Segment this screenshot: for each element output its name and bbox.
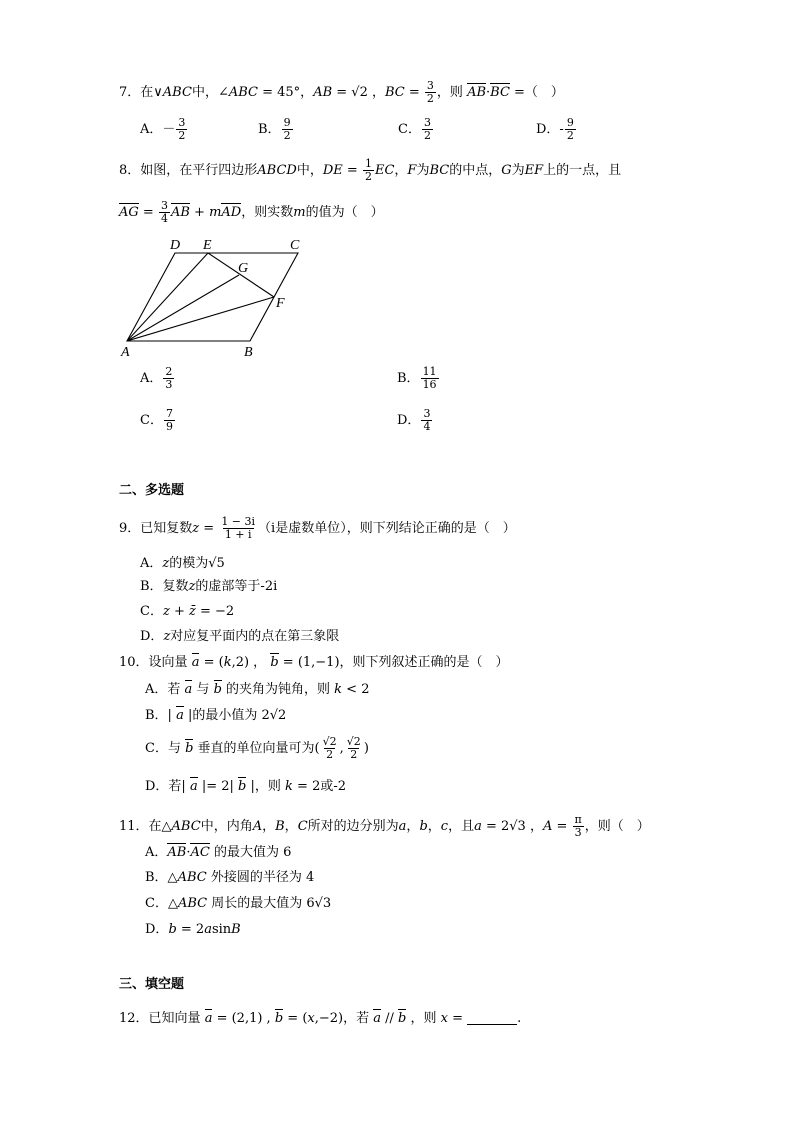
q7-option-c[interactable]: C． $\frac{3}{2}$: [398, 116, 431, 142]
q10-option-b[interactable]: B．| a |的最小值为 2√2: [145, 708, 287, 723]
q9-option-a[interactable]: A．z的模为√5: [140, 556, 225, 571]
q9-option-c[interactable]: C．z + z̄ = −2: [140, 604, 235, 619]
q10-option-d[interactable]: D．若| a |= 2| b |，则 k = 2或-2: [145, 779, 346, 794]
label-a: A: [121, 345, 130, 360]
q8-option-d[interactable]: D． $\frac{3}{4}$: [397, 407, 431, 433]
section-fill-in: 三、填空题: [119, 977, 185, 992]
parallelogram-figure: [110, 232, 320, 362]
q11-option-d[interactable]: D．b = 2asinB: [145, 922, 241, 937]
q11-option-b[interactable]: B．△ABC 外接圆的半径为 4: [145, 870, 315, 885]
q9-option-b[interactable]: B．复数z的虚部等于-2i: [140, 579, 278, 594]
label-d: D: [170, 238, 181, 253]
q9-stem: 9．已知复数z = $\frac{1 - 3i}{1 + i}$ （i是虚数单位），则下列结论正确的是（ ）: [119, 515, 516, 541]
label-f: F: [276, 296, 285, 311]
q8-stem-line1: 8．如图，在平行四边形ABCD中，DE = $\frac{1}{2}$ EC，F为BC的中点，G为EF上的一点，且: [119, 157, 622, 183]
q9-option-d[interactable]: D．z对应复平面内的点在第三象限: [140, 629, 340, 644]
q11-option-a[interactable]: A．AB·AC 的最大值为 6: [145, 845, 292, 860]
section-multiple-choice: 二、多选题: [119, 483, 185, 498]
segment-ag: [127, 275, 239, 341]
label-c: C: [290, 238, 300, 253]
q7-option-d[interactable]: D．- $\frac{9}{2}$: [536, 116, 574, 142]
q10-option-a[interactable]: A．若 a 与 b 的夹角为钝角，则 k < 2: [145, 682, 370, 697]
q11-stem: 11．在△ABC中，内角A，B，C所对的边分别为a，b，c，且a = 2√3 ，A = $\frac{\pi}{3}$ ，则（ ）: [119, 813, 650, 839]
q8-stem-line2: AG = $\frac{3}{4}$ AB + mAD，则实数m的值为（ ）: [119, 199, 384, 225]
q10-option-c[interactable]: C．与 b 垂直的单位向量可为( $\frac{√2}{2}$ , $\frac{√2}{2}$ ): [145, 735, 369, 761]
segment-af: [127, 297, 274, 341]
q7-option-b[interactable]: B． $\frac{9}{2}$: [258, 116, 291, 142]
label-b: B: [244, 345, 253, 360]
q7-option-a[interactable]: A．－ $\frac{3}{2}$: [140, 116, 186, 142]
q12-answer-blank[interactable]: [467, 1012, 517, 1025]
label-g: G: [238, 261, 249, 276]
label-e: E: [203, 238, 212, 253]
q8-option-b[interactable]: B． $\frac{11}{16}$: [397, 365, 437, 391]
q7-stem: 7．在∨ABC中，∠ABC = 45°，AB = √2 ，BC = $\frac{3}{2}$ ，则 AB·BC =（ ）: [119, 79, 564, 105]
q8-option-a[interactable]: A． $\frac{2}{3}$: [140, 365, 173, 391]
q12-stem: 12．已知向量 a = (2,1) , b = (x,−2)，若 a // b ，则 x = .: [119, 1011, 522, 1026]
q8-option-c[interactable]: C． $\frac{7}{9}$: [140, 407, 173, 433]
q10-stem: 10．设向量 a = (k,2) ， b = (1,−1)，则下列叙述正确的是（ ）: [119, 655, 509, 670]
q11-option-c[interactable]: C．△ABC 周长的最大值为 6√3: [145, 896, 332, 911]
